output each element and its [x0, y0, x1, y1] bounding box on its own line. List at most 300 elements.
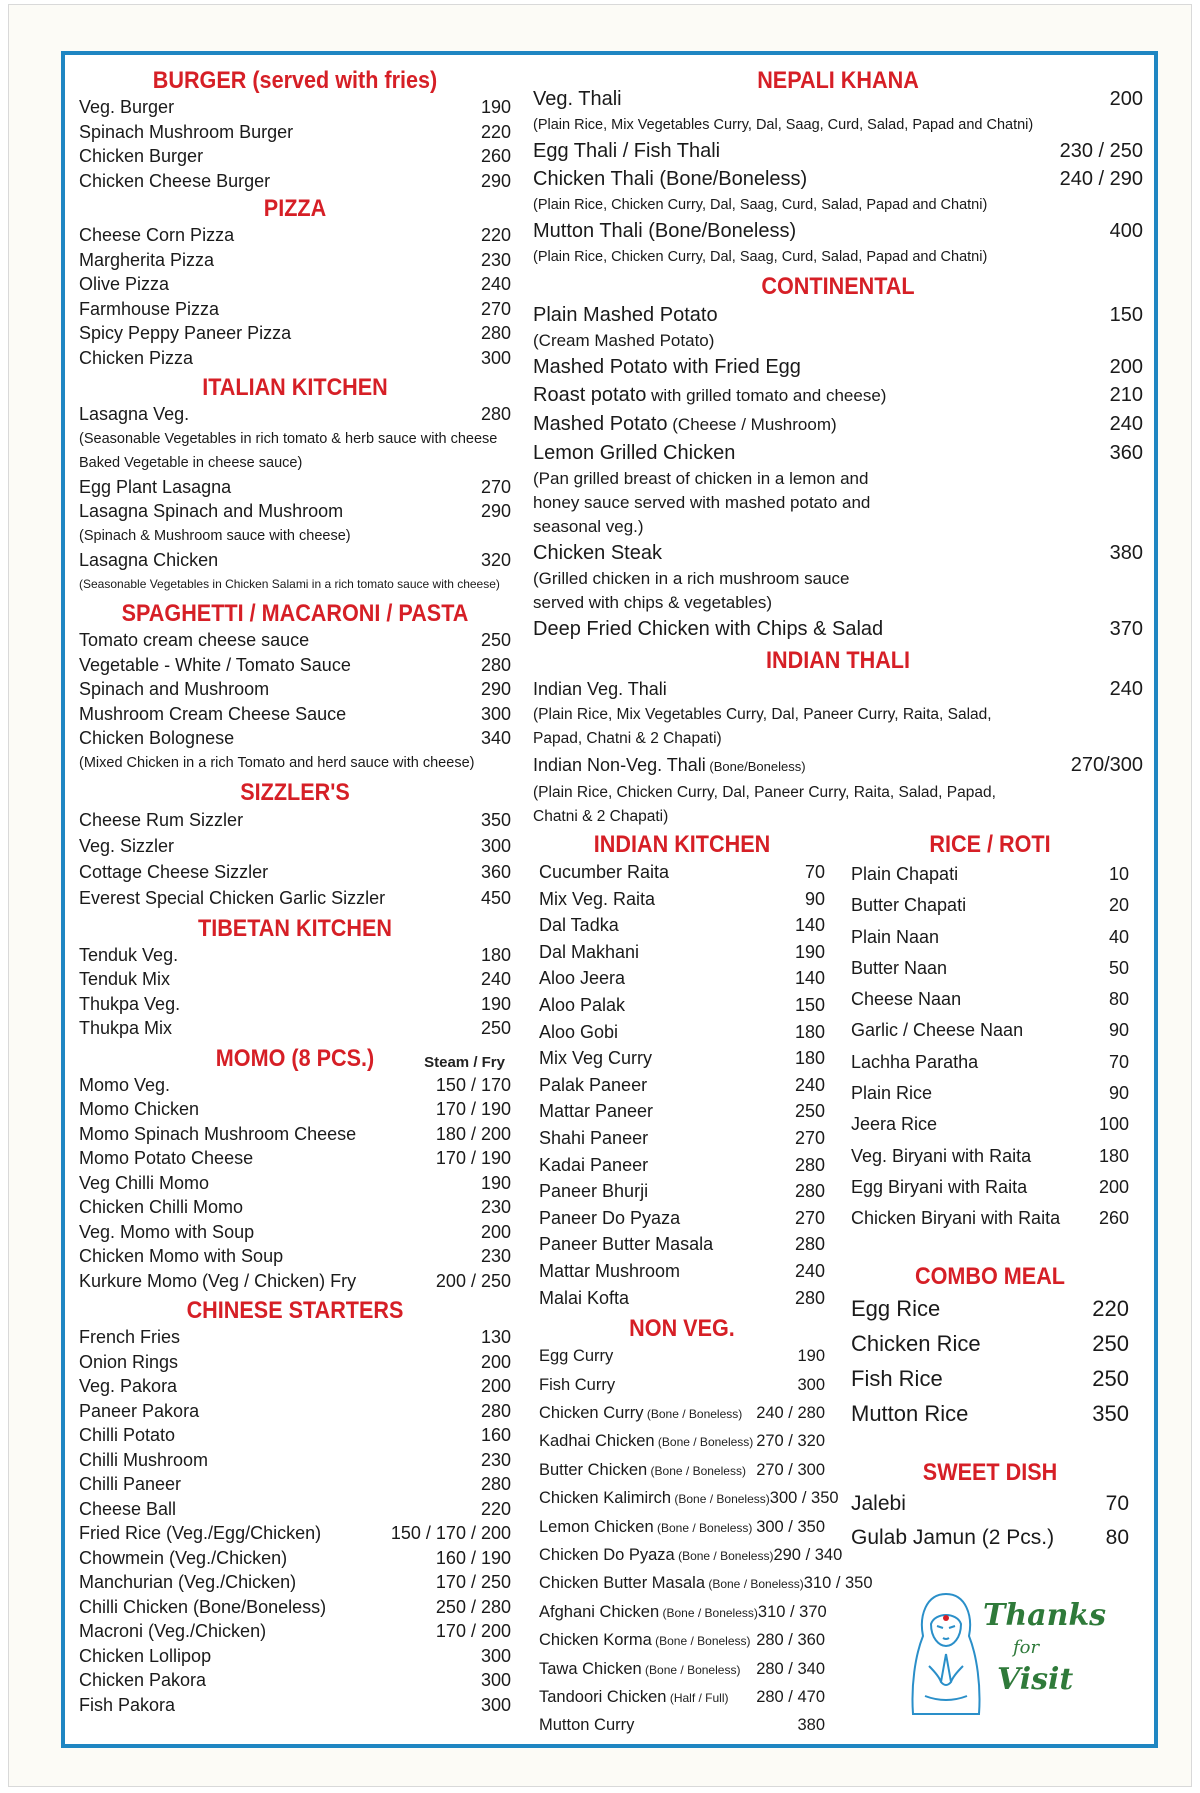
menu-item: [851, 1141, 1129, 1172]
menu-item: Lemon Grilled Chicken 360: [533, 442, 1143, 464]
item-name: Momo Potato Cheese: [79, 1148, 254, 1168]
item-name: Dal Makhani: [539, 941, 640, 962]
item-price: 220: [480, 121, 511, 142]
item-price: 250: [1092, 1330, 1129, 1356]
menu-item: [79, 885, 511, 911]
menu-item: Egg Plant Lasagna 270: [79, 476, 511, 497]
item-name: Chicken Pizza: [79, 347, 194, 368]
menu-item: [79, 120, 511, 145]
item-name: Tenduk Mix: [79, 969, 171, 989]
item-name: Veg Chilli Momo: [79, 1172, 210, 1193]
item-name: Jeera Rice: [851, 1114, 938, 1135]
menu-item: Chicken Thali (Bone/Boneless) 240 / 290: [533, 168, 1143, 190]
item-name: Aloo Palak: [539, 994, 626, 1015]
item-name: Momo Spinach Mushroom Cheese: [79, 1123, 357, 1144]
item-name: Mattar Mushroom: [539, 1260, 681, 1281]
thanks-text: Thanks: [983, 1598, 1107, 1633]
section-heading: CHINESE STARTERS: [186, 1297, 404, 1324]
menu-item: [79, 346, 511, 371]
menu-item: [79, 1073, 511, 1098]
item-name: Fried Rice (Veg./Egg/Chicken): [79, 1523, 322, 1543]
item-price: 170 / 190: [435, 1099, 511, 1119]
item-description: (Grilled chicken in a rich mushroom sauce: [533, 569, 850, 588]
menu-item: [539, 1258, 825, 1285]
item-price: 220: [1092, 1295, 1129, 1321]
item-price: 350: [1092, 1400, 1129, 1426]
menu-item: [79, 859, 511, 885]
item-price: 70: [1108, 1051, 1129, 1072]
item-price: 310 / 350: [803, 1574, 873, 1593]
item-price: 280: [480, 654, 511, 675]
item-description: (Pan grilled breast of chicken in a lemon and: [533, 469, 869, 488]
menu-item: [851, 859, 1129, 890]
namaste-woman-icon: [901, 1586, 991, 1726]
item-price: 300 / 350: [769, 1489, 839, 1508]
menu-item: [79, 297, 511, 322]
item-name: Chicken Do Pyaza (Bone / Boneless): [539, 1545, 774, 1564]
item-price: 240: [794, 1074, 825, 1095]
menu-item: [79, 1122, 511, 1147]
menu-item: [79, 1325, 511, 1350]
menu-item: [79, 95, 511, 120]
item-price: 50: [1108, 957, 1129, 978]
menu-item: [79, 321, 511, 346]
item-price: 380: [797, 1716, 825, 1735]
item-name: Chilli Mushroom: [79, 1449, 209, 1470]
menu-frame: [61, 51, 1158, 1748]
section-heading: CONTINENTAL: [761, 273, 915, 300]
menu-item: [79, 677, 511, 702]
item-name: Paneer Pakora: [79, 1400, 200, 1421]
item-price: 300: [480, 703, 511, 724]
item-name: Fish Pakora: [79, 1694, 176, 1715]
menu-item: [79, 1146, 511, 1171]
menu-item: [851, 1291, 1129, 1326]
for-text: for: [1013, 1637, 1040, 1658]
item-name: Chicken Momo with Soup: [79, 1246, 284, 1266]
item-price: 150: [794, 994, 825, 1015]
menu-item: [79, 726, 511, 751]
menu-item: Indian Veg. Thali 240: [533, 678, 1143, 700]
item-tag: (Bone / Boneless): [653, 1520, 753, 1535]
item-price: 230: [480, 1246, 511, 1266]
section-sizzler: [79, 779, 511, 911]
item-price: 70: [804, 862, 825, 882]
menu-item: Chicken Steak 380: [533, 542, 1143, 564]
item-price: 300: [480, 1694, 511, 1715]
item-name: Manchurian (Veg./Chicken): [79, 1572, 297, 1592]
menu-item: [539, 859, 825, 886]
item-price: 240: [794, 1260, 825, 1281]
menu-page: [8, 4, 1192, 1787]
item-price: 290 / 340: [773, 1545, 843, 1564]
item-name: Mattar Paneer: [539, 1101, 654, 1122]
right-top-column: [533, 67, 1143, 833]
item-price: 180: [480, 944, 511, 965]
item-price: 280: [794, 1287, 825, 1308]
item-name: Chicken Kalimirch (Bone / Boneless): [539, 1489, 770, 1508]
item-name: Egg Curry: [539, 1347, 614, 1366]
section-heading: INDIAN THALI: [766, 647, 910, 674]
item-price: 280 / 360: [756, 1631, 825, 1650]
item-description: served with chips & vegetables): [533, 593, 773, 612]
item-name: Spinach and Mushroom: [79, 679, 270, 699]
item-name: Fish Rice: [851, 1365, 943, 1391]
item-name: Vegetable - White / Tomato Sauce: [79, 654, 351, 675]
section-pasta: [79, 600, 511, 775]
item-name: Egg Rice: [851, 1295, 941, 1321]
item-price: 10: [1108, 864, 1129, 884]
section-heading: RICE / ROTI: [929, 831, 1051, 858]
item-price: 190: [480, 97, 511, 117]
item-name: Chicken Cheese Burger: [79, 170, 271, 191]
item-price: 100: [1098, 1114, 1129, 1135]
menu-item: Lasagna Veg. 280: [79, 404, 511, 424]
item-price: 360: [480, 861, 511, 882]
menu-item: [539, 1231, 825, 1258]
item-name: Thukpa Mix: [79, 1018, 173, 1038]
menu-item: [79, 1546, 511, 1571]
item-price: 250: [794, 1101, 825, 1122]
section-continental: [533, 273, 1143, 643]
item-name: Mushroom Cream Cheese Sauce: [79, 703, 347, 724]
item-name: Egg Biryani with Raita: [851, 1176, 1028, 1197]
item-description: (Plain Rice, Chicken Curry, Dal, Saag, Curd, Salad, Papad and Chatni): [533, 197, 988, 213]
item-price: 80: [1108, 989, 1129, 1010]
item-name: Afghani Chicken (Bone / Boneless): [539, 1602, 758, 1621]
item-name: Thukpa Veg.: [79, 993, 181, 1014]
menu-item: [79, 992, 511, 1017]
item-name: Chilli Chicken (Bone/Boneless): [79, 1596, 327, 1617]
item-price: 280: [480, 323, 511, 343]
menu-item: [79, 1693, 511, 1718]
item-price: 200: [1098, 1176, 1129, 1197]
item-price: 300 / 350: [756, 1517, 825, 1536]
item-price: 200: [480, 1351, 511, 1372]
item-price: 230: [480, 1197, 511, 1217]
menu-item: Egg Thali / Fish Thali 230 / 250: [533, 140, 1143, 162]
item-name: Palak Paneer: [539, 1074, 648, 1095]
item-price: 180: [794, 1048, 825, 1069]
item-tag: (Bone / Boneless): [705, 1577, 804, 1592]
item-name: Lachha Paratha: [851, 1051, 979, 1072]
section-heading: PIZZA: [263, 195, 327, 222]
item-price: 300: [797, 1375, 825, 1394]
steam-fry-label: Steam / Fry: [424, 1053, 505, 1071]
menu-item: [539, 939, 825, 966]
item-price: 280: [794, 1181, 825, 1202]
section-heading: SWEET DISH: [922, 1458, 1058, 1486]
item-price: 350: [480, 809, 511, 830]
menu-item: [539, 1400, 825, 1428]
item-name: Chicken Butter Masala (Bone / Boneless): [539, 1574, 804, 1593]
item-description: Chatni & 2 Chapati): [533, 808, 669, 825]
item-name: Garlic / Cheese Naan: [851, 1020, 1024, 1041]
item-name: Spicy Peppy Paneer Pizza: [79, 323, 292, 343]
item-price: 250: [480, 1018, 511, 1038]
menu-item: Mutton Thali (Bone/Boneless) 400: [533, 220, 1143, 242]
menu-item: [539, 1098, 825, 1125]
item-price: 280: [480, 1400, 511, 1421]
menu-item: Mashed Potato (Cheese / Mushroom) 240: [533, 413, 1143, 435]
section-heading: INDIAN KITCHEN: [593, 831, 771, 858]
item-description: Papad, Chatni & 2 Chapati): [533, 730, 722, 747]
item-name: Tenduk Veg.: [79, 944, 179, 965]
item-name: Farmhouse Pizza: [79, 298, 220, 319]
menu-item: [79, 1570, 511, 1595]
item-name: Onion Rings: [79, 1351, 179, 1372]
item-price: 270: [794, 1127, 825, 1148]
menu-item: [79, 967, 511, 992]
item-name: Chicken Burger: [79, 146, 204, 166]
menu-item: [539, 1372, 825, 1400]
item-description: (Plain Rice, Chicken Curry, Dal, Saag, Curd, Salad, Papad and Chatni): [533, 249, 988, 265]
item-price: 90: [804, 888, 825, 909]
section-italian: [79, 374, 511, 596]
item-name: Cottage Cheese Sizzler: [79, 861, 269, 882]
item-name: Chicken Chilli Momo: [79, 1197, 244, 1217]
item-price: 280: [794, 1154, 825, 1175]
item-price: 170 / 250: [435, 1572, 511, 1592]
item-price: 280: [794, 1234, 825, 1255]
menu-item: [79, 1668, 511, 1693]
item-price: 200 / 250: [435, 1270, 511, 1291]
menu-item: [539, 1178, 825, 1205]
item-tag: (Bone / Boneless): [659, 1605, 758, 1620]
indian-column: [539, 831, 873, 1745]
item-name: Paneer Bhurji: [539, 1181, 649, 1202]
menu-item: [851, 953, 1129, 984]
item-name: Shahi Paneer: [539, 1127, 649, 1148]
menu-item: [851, 1396, 1129, 1431]
section-burger: [79, 67, 511, 193]
menu-item: Mashed Potato with Fried Egg 200: [533, 356, 1143, 378]
item-price: 140: [794, 915, 825, 936]
item-price: 80: [1105, 1525, 1129, 1549]
item-name: Paneer Butter Masala: [539, 1234, 714, 1255]
item-price: 270 / 320: [756, 1432, 825, 1451]
item-price: 300: [480, 347, 511, 368]
left-column: [79, 67, 511, 1721]
item-price: 40: [1108, 926, 1129, 947]
section-heading: NON VEG.: [629, 1315, 735, 1343]
menu-item: [79, 1619, 511, 1644]
item-name: Aloo Jeera: [539, 968, 626, 989]
item-name: Chicken Curry (Bone / Boneless): [539, 1403, 743, 1422]
item-description: (Plain Rice, Mix Vegetables Curry, Dal, Paneer Curry, Raita, Salad,: [533, 706, 992, 723]
item-description: seasonal veg.): [533, 517, 644, 536]
item-price: 250: [1092, 1365, 1129, 1391]
rice-column: [851, 831, 1129, 1559]
item-price: 290: [480, 170, 511, 191]
item-name: Plain Rice: [851, 1083, 933, 1104]
menu-item: Indian Non-Veg. Thali (Bone/Boneless) 270/300: [533, 754, 1143, 776]
item-price: 70: [1105, 1491, 1129, 1515]
item-name: Plain Chapati: [851, 864, 959, 884]
menu-item: [851, 1047, 1129, 1078]
menu-item: [851, 1326, 1129, 1361]
section-nepali: [533, 67, 1143, 269]
menu-item: [539, 1627, 825, 1655]
item-price: 150 / 170: [435, 1074, 511, 1095]
section-heading: BURGER (served with fries): [152, 67, 438, 94]
menu-item: Plain Mashed Potato 150: [533, 304, 1143, 326]
menu-item: [539, 912, 825, 939]
menu-item: [79, 272, 511, 297]
menu-item: [851, 1487, 1129, 1521]
menu-item: [79, 169, 511, 194]
item-price: 240 / 280: [756, 1403, 825, 1422]
item-price: 280 / 470: [756, 1687, 825, 1706]
menu-item: [539, 1656, 825, 1684]
menu-item: [539, 965, 825, 992]
item-name: Macroni (Veg./Chicken): [79, 1621, 267, 1641]
menu-item: [79, 1644, 511, 1669]
item-price: 310 / 370: [757, 1602, 827, 1621]
menu-item: Deep Fried Chicken with Chips & Salad 370: [533, 618, 1143, 640]
menu-item: [851, 922, 1129, 953]
menu-item: [79, 1016, 511, 1041]
item-price: 190: [797, 1347, 825, 1366]
item-price: 260: [1098, 1208, 1129, 1229]
item-price: 300: [480, 1670, 511, 1690]
item-name: Cheese Corn Pizza: [79, 225, 235, 245]
menu-item: [79, 248, 511, 273]
menu-item: [79, 628, 511, 653]
item-name: Jalebi: [851, 1491, 906, 1515]
section-chinese: [79, 1297, 511, 1717]
menu-item: [79, 1472, 511, 1497]
item-name: Butter Naan: [851, 957, 948, 978]
item-price: 90: [1108, 1020, 1129, 1041]
menu-item: [851, 1078, 1129, 1109]
item-name: Gulab Jamun (2 Pcs.): [851, 1525, 1055, 1549]
menu-item: [851, 1521, 1129, 1555]
item-price: 300: [480, 835, 511, 856]
section-heading: COMBO MEAL: [915, 1262, 1065, 1290]
item-price: 170 / 190: [435, 1148, 511, 1168]
section-tibetan: [79, 915, 511, 1041]
item-price: 140: [794, 968, 825, 989]
menu-item: [539, 1514, 825, 1542]
item-name: Chicken Bolognese: [79, 728, 235, 748]
menu-item: [851, 1109, 1129, 1140]
section-rice-roti: [851, 831, 1129, 1235]
item-price: 280: [480, 1474, 511, 1494]
momo-heading-row: [79, 1045, 511, 1073]
item-name: Margherita Pizza: [79, 249, 215, 270]
menu-item: [851, 984, 1129, 1015]
menu-item: Lasagna Spinach and Mushroom 290: [79, 501, 511, 521]
menu-item: [539, 1072, 825, 1099]
item-price: 20: [1108, 895, 1129, 916]
menu-item: [539, 1152, 825, 1179]
item-name: Tandoori Chicken (Half / Full): [539, 1687, 729, 1706]
item-price: 160: [480, 1425, 511, 1445]
item-name: Mix Veg Curry: [539, 1048, 653, 1069]
menu-item: [79, 1269, 511, 1294]
item-name: Chicken Rice: [851, 1330, 981, 1356]
item-name: Kadai Paneer: [539, 1154, 649, 1175]
item-price: 180: [794, 1021, 825, 1042]
item-name: Veg. Sizzler: [79, 835, 175, 856]
item-name: Butter Chicken (Bone / Boneless): [539, 1460, 746, 1479]
item-name: Paneer Do Pyaza: [539, 1207, 681, 1228]
item-name: Lemon Chicken (Bone / Boneless): [539, 1517, 753, 1536]
menu-item: Lasagna Chicken 320: [79, 549, 511, 570]
item-tag: (Bone / Boneless): [671, 1492, 770, 1507]
item-description: (Plain Rice, Mix Vegetables Curry, Dal, Saag, Curd, Salad, Papad and Chatni): [533, 117, 1034, 133]
item-price: 170 / 200: [435, 1621, 511, 1641]
menu-item: [79, 1350, 511, 1375]
menu-item: [539, 1485, 839, 1513]
item-name: Plain Naan: [851, 926, 940, 947]
menu-item: [539, 1045, 825, 1072]
visit-text: Visit: [997, 1662, 1074, 1697]
item-tag: (Bone / Boneless): [647, 1463, 746, 1478]
item-name: Mutton Rice: [851, 1400, 969, 1426]
menu-item: [79, 1521, 511, 1546]
section-heading: MOMO (8 PCS.): [215, 1044, 375, 1072]
menu-item: [79, 144, 511, 169]
section-heading: NEPALI KHANA: [757, 67, 919, 94]
menu-item: [79, 1097, 511, 1122]
menu-item: [79, 1171, 511, 1196]
item-tag: (Bone / Boneless): [651, 1634, 751, 1649]
section-sweet: [851, 1459, 1129, 1555]
item-name: Cheese Ball: [79, 1498, 177, 1519]
item-description: (Mixed Chicken in a rich Tomato and herd sauce with cheese): [79, 754, 475, 771]
menu-item: [539, 886, 825, 913]
item-name: Cheese Rum Sizzler: [79, 809, 244, 830]
menu-item: [539, 1542, 843, 1570]
item-price: 220: [480, 225, 511, 245]
section-pizza: [79, 195, 511, 370]
menu-item: [79, 1195, 511, 1220]
item-price: 230: [480, 249, 511, 270]
section-momo: [79, 1045, 511, 1294]
section-combo: [851, 1263, 1129, 1431]
menu-item: [79, 807, 511, 833]
menu-item: [539, 1457, 825, 1485]
item-name: Chicken Pakora: [79, 1670, 207, 1690]
item-price: 90: [1108, 1083, 1129, 1104]
menu-item: [539, 1684, 825, 1712]
section-heading: ITALIAN KITCHEN: [202, 374, 388, 401]
item-name: French Fries: [79, 1327, 181, 1347]
item-description: Baked Vegetable in cheese sauce): [79, 454, 303, 471]
menu-item: [79, 1374, 511, 1399]
menu-item: [539, 1599, 825, 1627]
item-price: 230: [480, 1449, 511, 1470]
menu-item: [539, 1428, 825, 1456]
menu-item: Veg. Thali 200: [533, 88, 1143, 110]
menu-item: [79, 1595, 511, 1620]
item-name: Chilli Potato: [79, 1425, 176, 1445]
item-tag: (Bone / Boneless): [654, 1435, 754, 1450]
item-description: (Plain Rice, Chicken Curry, Dal, Paneer Curry, Raita, Salad, Papad,: [533, 784, 996, 801]
item-description: (Seasonable Vegetables in rich tomato & herb sauce with cheese: [79, 430, 498, 447]
menu-item: [851, 1172, 1129, 1203]
item-price: 180 / 200: [435, 1123, 511, 1144]
menu-item: [79, 1423, 511, 1448]
section-nonveg: [539, 1315, 873, 1741]
menu-item: [79, 702, 511, 727]
menu-item: [79, 653, 511, 678]
item-price: 240: [480, 274, 511, 294]
menu-item: [539, 1125, 825, 1152]
item-name: Tawa Chicken (Bone / Boneless): [539, 1659, 741, 1678]
